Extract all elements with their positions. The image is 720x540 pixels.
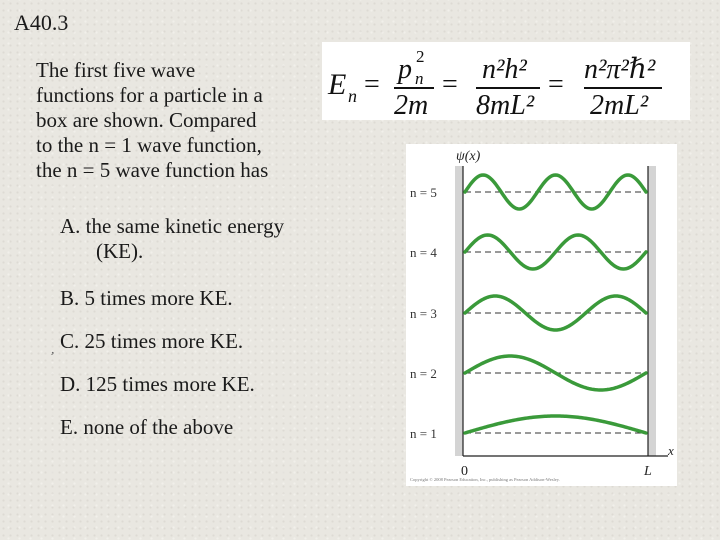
question-text — [36, 58, 326, 183]
eq-lhs: E — [328, 68, 347, 101]
question-line: The first five wave — [36, 58, 196, 82]
wave-function-plot — [406, 144, 677, 486]
energy-equation — [322, 42, 690, 120]
eq-term1-den: 2m — [394, 90, 429, 120]
level-label-n1: n = 1 — [410, 426, 437, 441]
question-line: to the n = 1 wave function, — [36, 133, 262, 157]
eq-equals-2: = — [442, 69, 458, 100]
choice-e-text: E. none of the above — [60, 415, 234, 439]
eq-term2-den: 8mL² — [476, 90, 535, 120]
question-line: the n = 5 wave function has — [36, 158, 269, 182]
question-line: box are shown. Compared — [36, 108, 257, 132]
choice-c — [60, 329, 243, 354]
equation-graphic — [322, 42, 690, 120]
x-origin-label: 0 — [461, 464, 468, 479]
level-label-n5: n = 5 — [410, 185, 437, 200]
choice-a — [60, 214, 284, 264]
left-wall — [455, 166, 463, 456]
right-wall — [648, 166, 656, 456]
x-axis-label: x — [668, 443, 674, 458]
choice-b-text: B. 5 times more KE. — [60, 286, 233, 310]
choice-d — [60, 372, 255, 397]
eq-equals-1: = — [364, 69, 380, 100]
choice-c-text: C. 25 times more KE. — [60, 329, 244, 353]
eq-term1-num-sup: 2 — [416, 47, 425, 66]
eq-equals-3: = — [548, 69, 564, 100]
wave-curves — [465, 175, 646, 433]
eq-term2-num: n²h² — [482, 54, 527, 85]
question-line: functions for a particle in a — [36, 83, 263, 107]
eq-term1-num-sub: n — [415, 69, 424, 88]
eq-term3-den: 2mL² — [590, 90, 649, 120]
level-label-n4: n = 4 — [410, 245, 437, 260]
choice-b — [60, 286, 233, 311]
choice-a-continuation: (KE). — [96, 239, 144, 263]
wave-function-figure — [406, 144, 677, 486]
eq-term1-num: p — [398, 54, 412, 85]
level-label-n2: n = 2 — [410, 366, 437, 381]
stray-mark: ʼ — [47, 349, 56, 366]
choice-d-text: D. 125 times more KE. — [60, 372, 255, 396]
x-end-label: L — [644, 464, 652, 479]
slide-title: A40.3 — [14, 10, 69, 35]
choice-e — [60, 415, 233, 440]
figure-copyright: Copyright © 2008 Pearson Education, Inc., publishing as Pearson Addison-Wesley. — [410, 477, 560, 482]
wave-function-curve-n1 — [465, 416, 646, 433]
choice-a-text: A. the same kinetic energy — [60, 214, 285, 238]
level-label-n3: n = 3 — [410, 306, 437, 321]
y-axis-label: ψ(x) — [456, 149, 481, 164]
eq-lhs-sub: n — [348, 86, 357, 106]
eq-term3-num: n²π²ℏ² — [584, 54, 656, 85]
